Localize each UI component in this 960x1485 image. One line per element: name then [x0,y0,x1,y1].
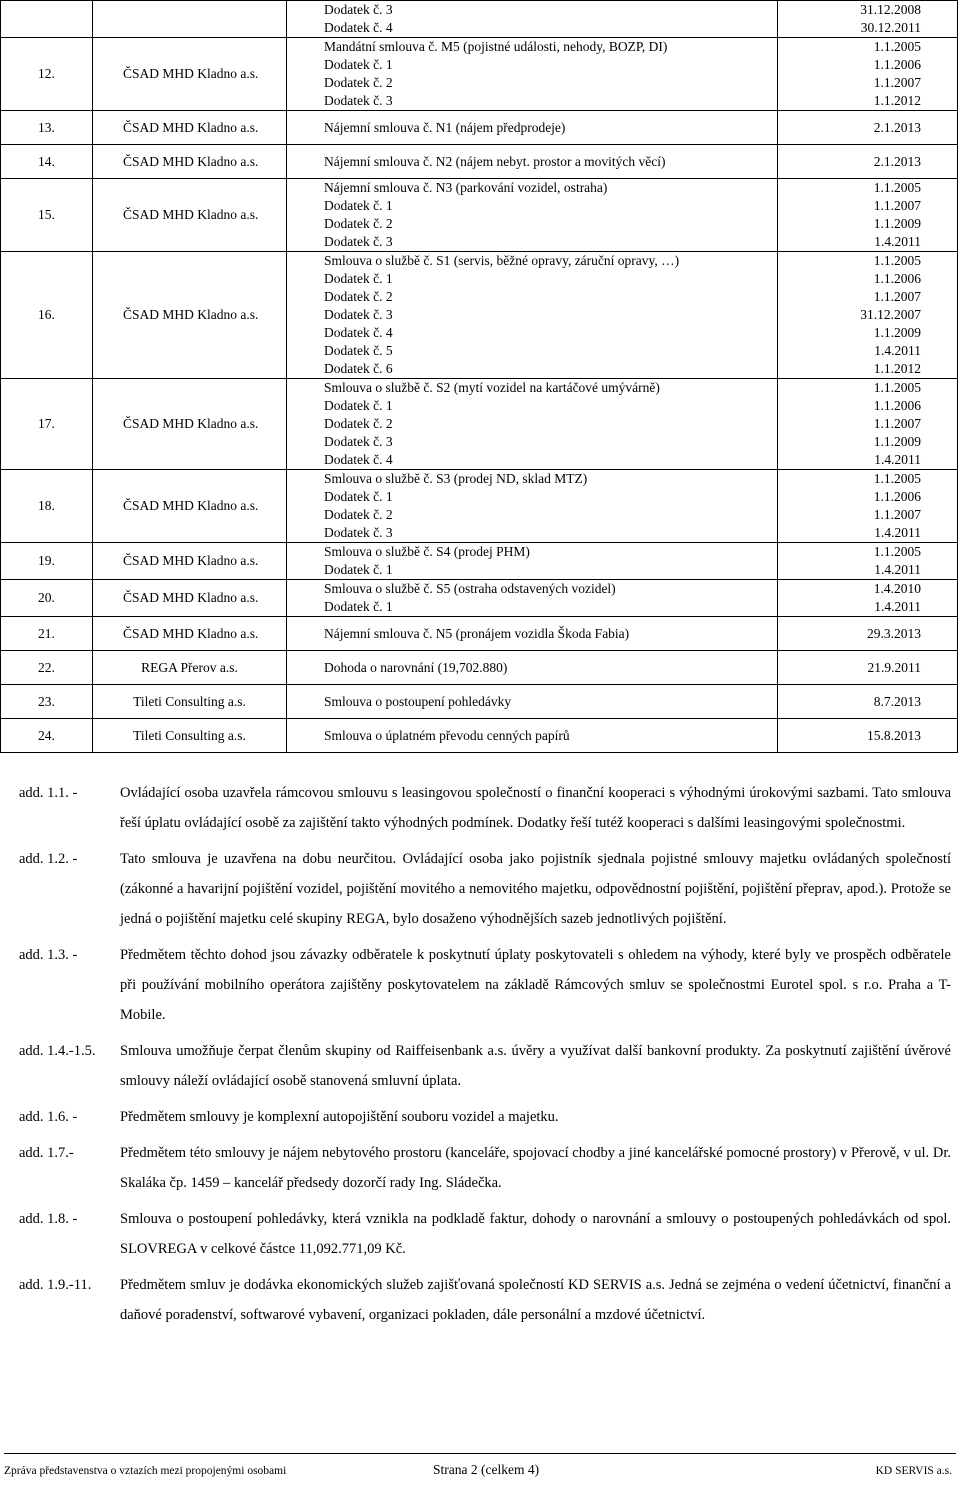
contract-line: Dodatek č. 2 [324,416,393,431]
contract-line: Smlouva o postoupení pohledávky [324,693,512,709]
contract-line: Dodatek č. 2 [324,75,393,90]
footer-rule [4,1453,956,1454]
contract-line: Smlouva o službě č. S2 (mytí vozidel na kartáčové umývárně) [324,380,660,395]
table-row [1,145,958,179]
date-line: 1.4.2011 [874,599,921,614]
row-contracts [287,470,778,543]
contract-line: Smlouva o úplatném převodu cenných papírů [324,727,570,743]
table-row [1,543,958,580]
table-row [1,379,958,470]
note-text: Smlouva umožňuje čerpat členům skupiny od Raiffeisenbank a.s. úvěry a využívat další bankovní produkty. Za poskytnutí zajištění úvěrové smlouvy náleží ovládající osobě stanovená smluvní úplata. [120,1043,951,1089]
row-dates [778,617,958,651]
row-dates [778,1,958,38]
contract-line: Smlouva o službě č. S3 (prodej ND, sklad MTZ) [324,471,588,486]
contract-line: Dohoda o narovnání (19,702.880) [324,659,508,675]
contract-line: Dodatek č. 5 [324,343,393,358]
note-text: Ovládající osoba uzavřela rámcovou smlouvu s leasingovou společností o finanční kooperaci s výhodnými úrokovými sazbami. Tato smlouva řeší úplatu ovládající osobě za zajištění takto výhodných podmínek. Dodatky řeší tutéž kooperaci s dalšími leasingovými společnostmi. [120,785,951,831]
date-line: 30.12.2011 [860,20,921,35]
row-number: 22. [1,651,93,685]
row-party: ČSAD MHD Kladno a.s. [93,38,287,111]
note-label: add. 1.7.- [19,1145,74,1161]
date-line: 1.4.2011 [874,343,921,358]
table-row [1,470,958,543]
date-line: 1.1.2007 [873,507,921,522]
date-line: 1.1.2005 [873,180,921,195]
date-line: 1.4.2011 [874,234,921,249]
row-dates [778,651,958,685]
note-label: add. 1.1. - [19,785,78,801]
date-line: 1.1.2005 [873,39,921,54]
contract-line: Dodatek č. 3 [324,525,393,540]
row-party: Tileti Consulting a.s. [93,685,287,719]
note-item [19,844,951,934]
date-line: 1.1.2006 [873,398,921,413]
row-dates [778,719,958,753]
row-contracts [287,38,778,111]
note-item [19,1270,951,1330]
contract-line: Smlouva o službě č. S5 (ostraha odstavených vozidel) [324,581,616,596]
table-row [1,179,958,252]
row-party: ČSAD MHD Kladno a.s. [93,543,287,580]
contract-line: Smlouva o službě č. S4 (prodej PHM) [324,544,530,559]
contract-line: Dodatek č. 2 [324,289,393,304]
note-item [19,1204,951,1264]
date-line: 29.3.2013 [867,625,921,641]
row-number [1,1,93,38]
row-party: Tileti Consulting a.s. [93,719,287,753]
row-number: 17. [1,379,93,470]
table-row [1,1,958,38]
date-line: 21.9.2011 [867,659,921,675]
contract-line: Nájemní smlouva č. N1 (nájem předprodeje) [324,119,566,135]
note-item [19,1138,951,1198]
row-contracts [287,179,778,252]
date-line: 1.1.2006 [873,271,921,286]
contracts-table-body [1,1,958,753]
contract-line: Dodatek č. 2 [324,507,393,522]
date-line: 1.1.2009 [873,216,921,231]
contract-line: Dodatek č. 1 [324,198,393,213]
contract-line: Mandátní smlouva č. M5 (pojistné události, nehody, BOZP, DI) [324,39,668,54]
date-line: 1.1.2007 [873,198,921,213]
date-line: 1.1.2012 [873,361,921,376]
date-line: 1.1.2006 [873,489,921,504]
footer-right: KD SERVIS a.s. [875,1465,952,1477]
row-number: 19. [1,543,93,580]
date-line: 1.4.2010 [873,581,921,596]
contract-line: Dodatek č. 1 [324,57,393,72]
row-number: 24. [1,719,93,753]
row-party: REGA Přerov a.s. [93,651,287,685]
contract-line: Nájemní smlouva č. N3 (parkování vozidel, ostraha) [324,180,608,195]
date-line: 1.1.2007 [873,75,921,90]
row-dates [778,685,958,719]
notes-section [19,778,951,1336]
row-contracts [287,651,778,685]
row-number: 18. [1,470,93,543]
row-dates [778,379,958,470]
note-label: add. 1.3. - [19,947,78,963]
row-contracts [287,1,778,38]
note-label: add. 1.8. - [19,1211,78,1227]
note-label: add. 1.6. - [19,1109,78,1125]
row-contracts [287,580,778,617]
date-line: 1.1.2005 [873,471,921,486]
contract-line: Dodatek č. 3 [324,434,393,449]
table-row [1,617,958,651]
contract-line: Dodatek č. 1 [324,398,393,413]
note-text: Předmětem smluv je dodávka ekonomických služeb zajišťovaná společností KD SERVIS a.s. Jedná se zejména o vedení účetnictví, finanční a daňové poradenství, softwarové vybavení, organizaci pokladen, dále personální a mzdové účetnictví. [120,1277,951,1323]
row-party: ČSAD MHD Kladno a.s. [93,145,287,179]
date-line: 1.1.2005 [873,253,921,268]
note-label: add. 1.2. - [19,851,78,867]
contract-line: Dodatek č. 3 [324,307,393,322]
contract-line: Dodatek č. 3 [324,93,393,108]
contract-line: Dodatek č. 1 [324,489,393,504]
row-party: ČSAD MHD Kladno a.s. [93,379,287,470]
row-number: 15. [1,179,93,252]
note-label: add. 1.9.-11. [19,1277,92,1293]
table-row [1,685,958,719]
row-dates [778,111,958,145]
table-row [1,580,958,617]
row-party [93,1,287,38]
row-number: 20. [1,580,93,617]
row-dates [778,252,958,379]
row-dates [778,580,958,617]
contract-line: Dodatek č. 4 [324,452,393,467]
date-line: 2.1.2013 [873,119,921,135]
row-contracts [287,685,778,719]
note-text: Smlouva o postoupení pohledávky, která vznikla na podkladě faktur, dohody o narovnání a smlouvy o postoupených pohledávkách od spol. SLOVREGA v celkové částce 11,092.771,09 Kč. [120,1211,951,1257]
date-line: 1.1.2007 [873,289,921,304]
footer-page-number: Strana 2 (celkem 4) [433,1462,540,1477]
row-dates [778,145,958,179]
row-party: ČSAD MHD Kladno a.s. [93,470,287,543]
contract-line: Dodatek č. 1 [324,562,393,577]
row-number: 21. [1,617,93,651]
row-contracts [287,719,778,753]
row-party: ČSAD MHD Kladno a.s. [93,617,287,651]
contract-line: Dodatek č. 3 [324,234,393,249]
date-line: 1.4.2011 [874,562,921,577]
contract-line: Dodatek č. 1 [324,599,393,614]
date-line: 1.1.2012 [873,93,921,108]
note-item [19,940,951,1030]
note-label: add. 1.4.-1.5. [19,1043,96,1059]
row-dates [778,470,958,543]
row-contracts [287,543,778,580]
table-row [1,38,958,111]
note-item [19,778,951,838]
row-contracts [287,111,778,145]
date-line: 1.1.2005 [873,380,921,395]
row-dates [778,38,958,111]
note-text: Předmětem smlouvy je komplexní autopojištění souboru vozidel a majetku. [120,1109,559,1125]
date-line: 8.7.2013 [873,693,921,709]
contract-line: Nájemní smlouva č. N2 (nájem nebyt. prostor a movitých věcí) [324,153,666,169]
note-item [19,1036,951,1096]
contract-line: Dodatek č. 1 [324,271,393,286]
row-party: ČSAD MHD Kladno a.s. [93,179,287,252]
date-line: 1.4.2011 [874,452,921,467]
table-row [1,111,958,145]
row-contracts [287,252,778,379]
row-dates [778,179,958,252]
table-row [1,651,958,685]
date-line: 1.1.2006 [873,57,921,72]
row-number: 12. [1,38,93,111]
row-party: ČSAD MHD Kladno a.s. [93,252,287,379]
table-row [1,719,958,753]
row-number: 13. [1,111,93,145]
date-line: 1.1.2007 [873,416,921,431]
row-contracts [287,617,778,651]
row-contracts [287,145,778,179]
date-line: 1.4.2011 [874,525,921,540]
contract-line: Smlouva o službě č. S1 (servis, běžné opravy, záruční opravy, …) [324,253,680,268]
note-text: Předmětem těchto dohod jsou závazky odběratele k poskytnutí úplaty poskytovateli s ohledem na výhody, které byly ve prospěch odběratele při používání mobilního operátora zajištěny poskytovatelem na základě Rámcových smluv se společnostmi Eurotel spol. s r.o. Praha a T-Mobile. [120,947,951,1023]
note-text: Tato smlouva je uzavřena na dobu neurčitou. Ovládající osoba jako pojistník sjednala pojistné smlouvy majetku ovládaných společností (zákonné a havarijní pojištění vozidel, pojištění movitého a nemovitého majetku, odpovědnostní pojištění, pojištění přeprav, apod.). Protože se jedná o pojištění majetku celé skupiny REGA, bylo dosaženo výhodnějších sazeb jednotlivých pojištění. [120,851,951,927]
row-dates [778,543,958,580]
table-row [1,252,958,379]
date-line: 31.12.2008 [860,2,921,17]
contract-line: Dodatek č. 4 [324,325,393,340]
row-party: ČSAD MHD Kladno a.s. [93,111,287,145]
row-contracts [287,379,778,470]
row-number: 16. [1,252,93,379]
date-line: 2.1.2013 [873,153,921,169]
date-line: 1.1.2009 [873,325,921,340]
contract-line: Dodatek č. 3 [324,2,393,17]
contract-line: Nájemní smlouva č. N5 (pronájem vozidla Škoda Fabia) [324,625,630,641]
date-line: 31.12.2007 [860,307,921,322]
date-line: 1.1.2005 [873,544,921,559]
date-line: 15.8.2013 [867,727,921,743]
contract-line: Dodatek č. 2 [324,216,393,231]
row-party: ČSAD MHD Kladno a.s. [93,580,287,617]
note-text: Předmětem této smlouvy je nájem nebytového prostoru (kanceláře, spojovací chodby a jiné kancelářské pomocné prostory) v Přerově, v ul. Dr. Skaláka čp. 1459 – kancelář předsedy dozorčí rady Ing. Sládečka. [120,1145,951,1191]
contract-line: Dodatek č. 4 [324,20,393,35]
date-line: 1.1.2009 [873,434,921,449]
row-number: 23. [1,685,93,719]
contract-line: Dodatek č. 6 [324,361,393,376]
row-number: 14. [1,145,93,179]
note-item [19,1102,951,1132]
footer-left: Zpráva představenstva o vztazích mezi propojenými osobami [4,1465,287,1477]
